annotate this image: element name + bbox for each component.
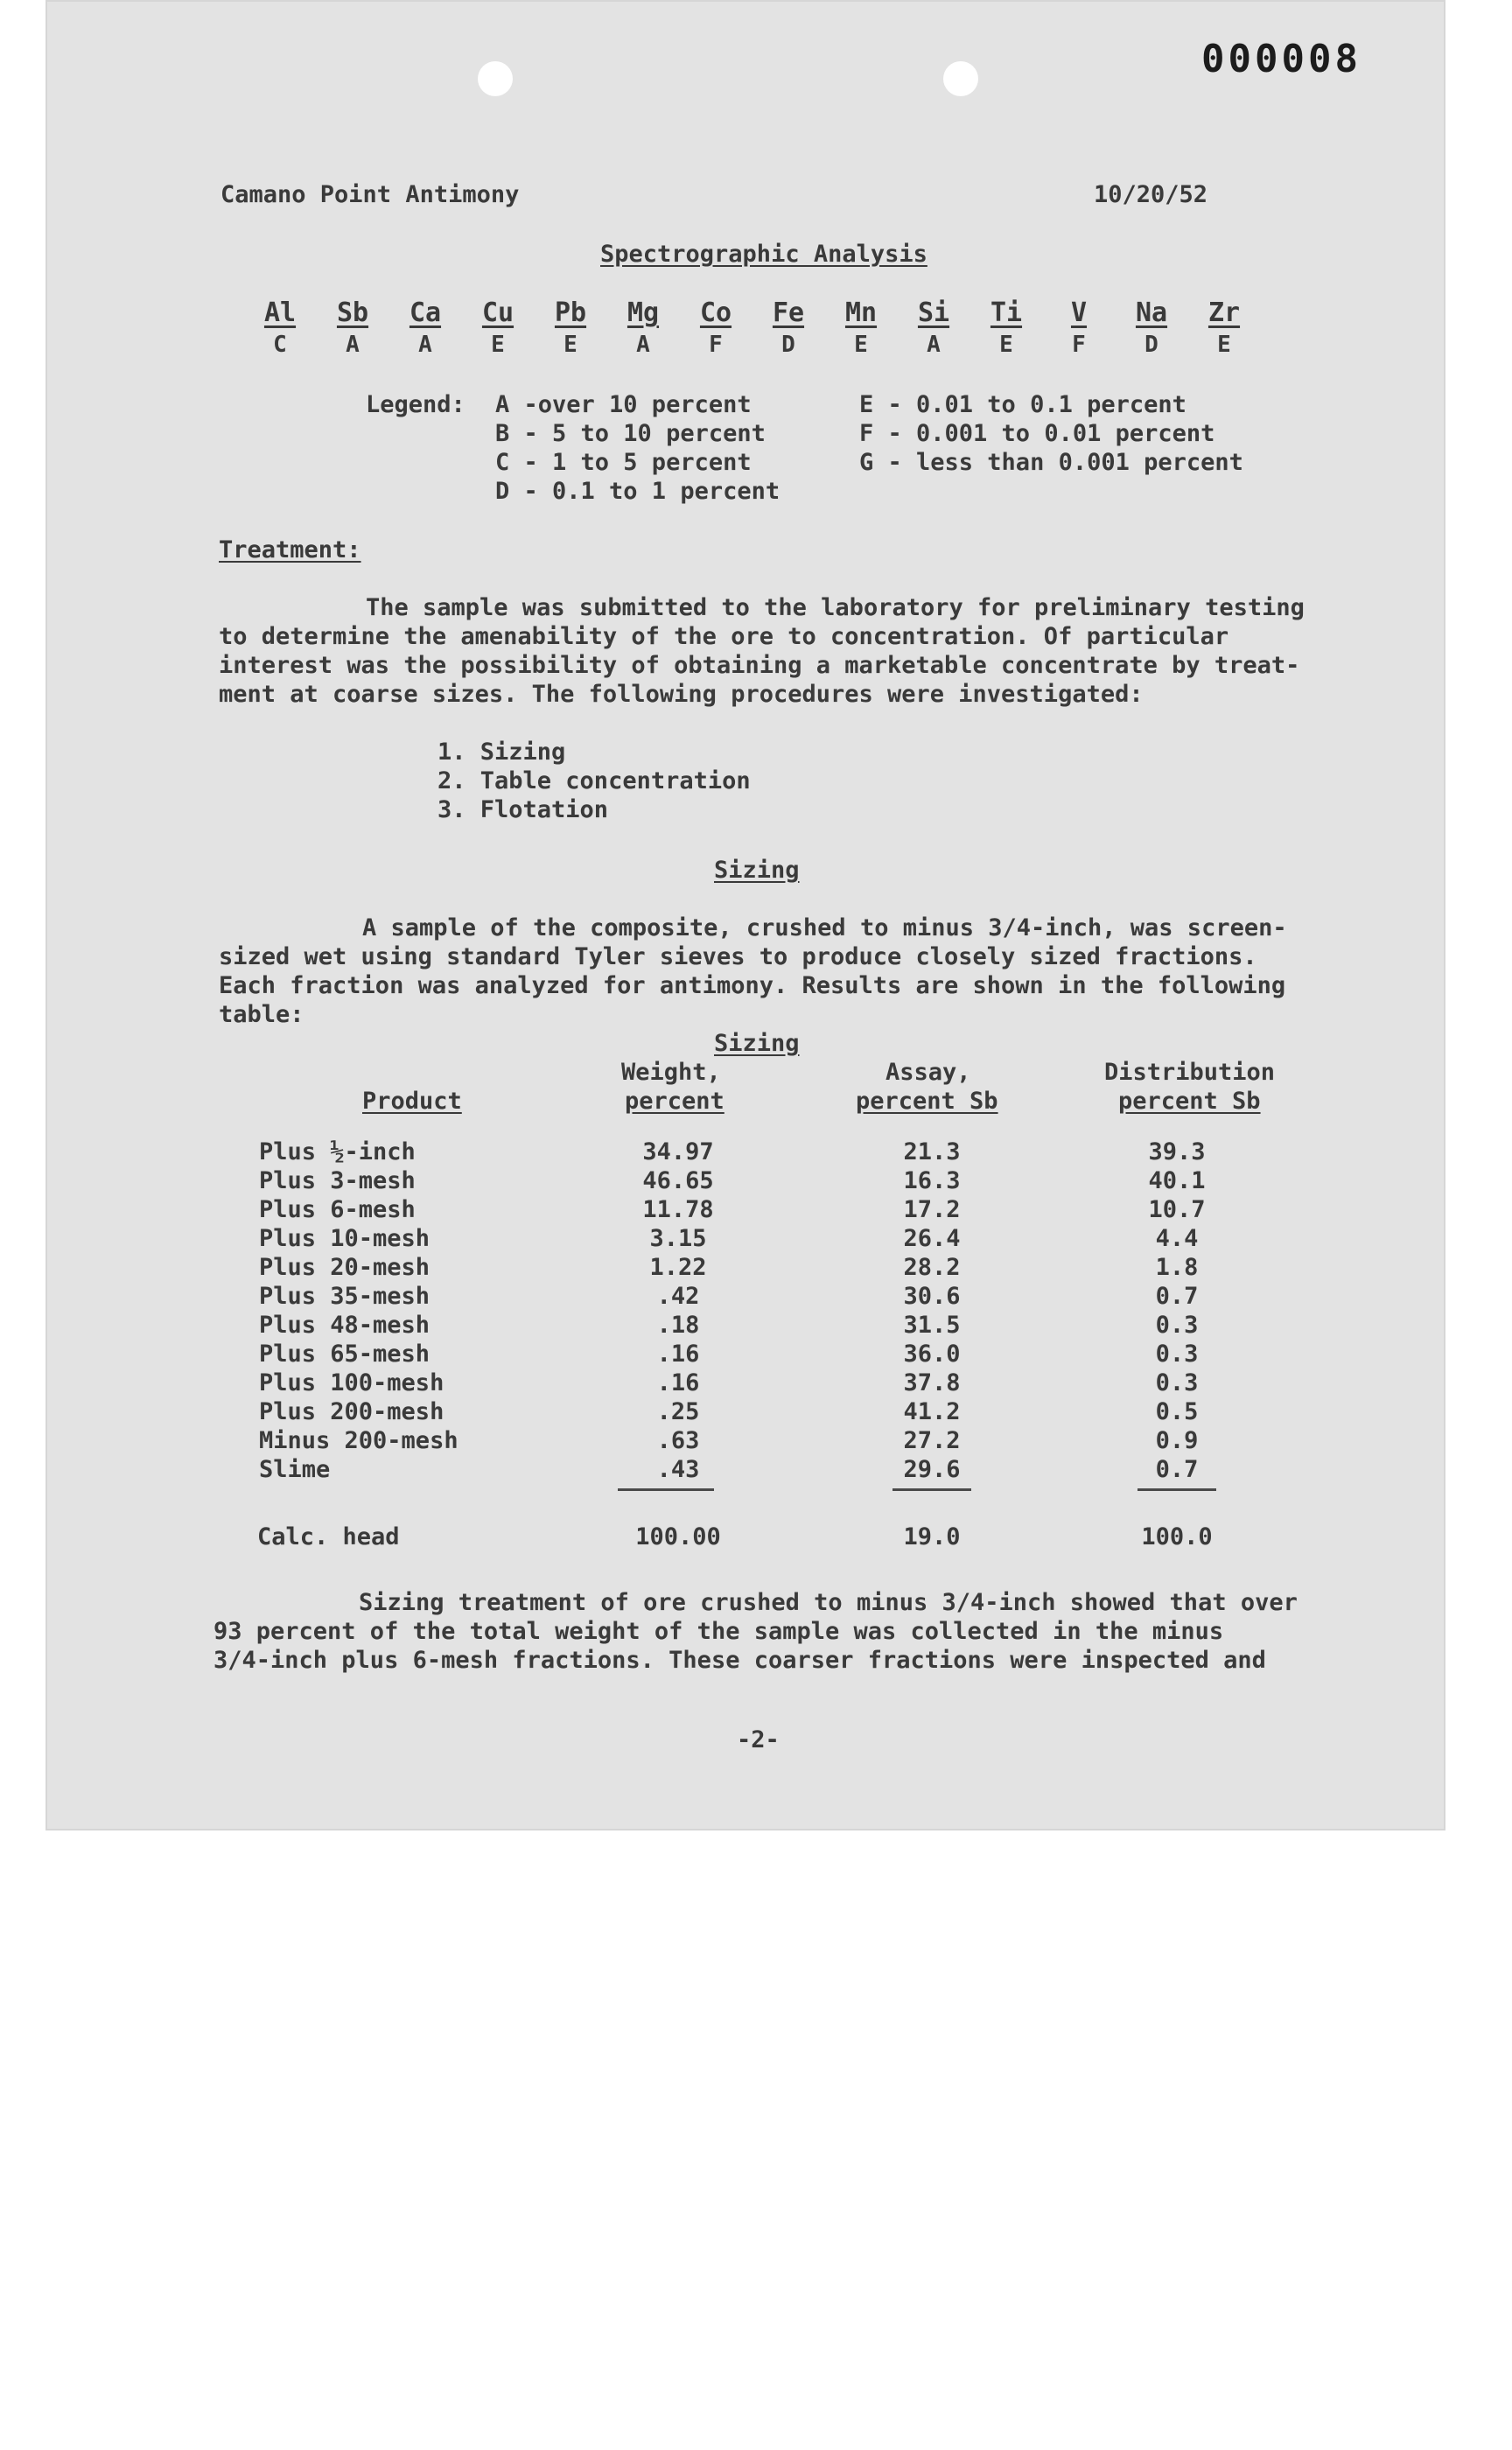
table-cell-weight: 11.78 [642,1196,714,1223]
element-co: Co F [699,298,732,358]
legend-item: E - 0.01 to 0.1 percent [859,391,1186,418]
element-ti: Ti E [990,298,1023,358]
legend-label: Legend: [366,391,466,418]
table-cell-assay: 16.3 [903,1167,961,1194]
legend-item: F - 0.001 to 0.01 percent [859,420,1215,447]
table-cell-distribution: 0.3 [1155,1369,1199,1396]
total-rule [1138,1488,1216,1491]
element-al: Al C [263,298,297,358]
product-column [259,1138,458,1484]
table-title: Sizing [714,1030,800,1057]
table-cell-product: Plus 3-mesh [259,1167,416,1194]
table-cell-weight: .16 [656,1340,700,1368]
column-header-weight: Weight, [621,1059,721,1086]
element-mn: Mn E [844,298,878,358]
column-header-product: Product [362,1088,462,1115]
treatment-heading: Treatment: [219,536,361,564]
column-header-assay: Assay, [886,1059,971,1086]
table-cell-distribution: 0.3 [1155,1312,1199,1339]
table-cell-assay: 30.6 [903,1283,961,1310]
column-header-distribution: Distribution [1104,1059,1276,1086]
total-weight: 100.00 [635,1523,721,1550]
table-cell-weight: .25 [656,1398,700,1425]
table-cell-assay: 29.6 [903,1456,961,1483]
total-label: Calc. head [257,1523,400,1550]
table-cell-product: Plus 100-mesh [259,1369,444,1396]
distribution-column [1111,1138,1242,1484]
element-v: V F [1070,298,1088,358]
table-cell-weight: .43 [656,1456,700,1483]
table-cell-assay: 36.0 [903,1340,961,1368]
spectro-title: Spectrographic Analysis [600,241,928,268]
total-rule [892,1488,971,1491]
table-cell-assay: 21.3 [903,1138,961,1166]
document-number: 000008 [1201,37,1362,81]
table-cell-product: Slime [259,1456,331,1483]
table-cell-distribution: 0.9 [1155,1427,1199,1454]
paragraph-line: table: [219,1001,304,1028]
table-cell-weight: .42 [656,1283,700,1310]
paragraph-line: ment at coarse sizes. The following procedures were investigated: [219,681,1144,708]
legend-item: C - 1 to 5 percent [495,449,752,476]
table-cell-distribution: 4.4 [1155,1225,1199,1252]
table-cell-weight: .18 [656,1312,700,1339]
paragraph-line: to determine the amenability of the ore to concentration. Of particular [219,623,1229,650]
column-header-distribution-unit: percent Sb [1118,1088,1261,1115]
table-cell-product: Plus 200-mesh [259,1398,444,1425]
element-ca: Ca A [409,298,442,358]
table-cell-product: Plus 65-mesh [259,1340,430,1368]
paragraph-line: The sample was submitted to the laboratory for preliminary testing [366,594,1305,621]
legend-item: A -over 10 percent [495,391,752,418]
weight-column [612,1138,744,1484]
element-sb: Sb A [336,298,369,358]
table-cell-product: Minus 200-mesh [259,1427,458,1454]
table-cell-distribution: 0.5 [1155,1398,1199,1425]
table-cell-assay: 28.2 [903,1254,961,1281]
column-header-assay-unit: percent Sb [856,1088,998,1115]
total-distribution: 100.0 [1141,1523,1213,1550]
procedure-item: 1. Sizing [438,738,566,766]
table-cell-assay: 37.8 [903,1369,961,1396]
table-cell-assay: 41.2 [903,1398,961,1425]
table-cell-distribution: 1.8 [1155,1254,1199,1281]
table-cell-product: Plus 35-mesh [259,1283,430,1310]
table-cell-distribution: 0.3 [1155,1340,1199,1368]
table-cell-weight: 34.97 [642,1138,714,1166]
sizing-heading: Sizing [714,857,800,884]
table-cell-weight: 3.15 [649,1225,707,1252]
legend-item: B - 5 to 10 percent [495,420,766,447]
paragraph-line: 3/4-inch plus 6-mesh fractions. These coarser fractions were inspected and [214,1647,1266,1674]
element-mg: Mg A [626,298,660,358]
table-cell-assay: 26.4 [903,1225,961,1252]
element-fe: Fe D [772,298,805,358]
table-cell-distribution: 39.3 [1148,1138,1206,1166]
total-assay: 19.0 [903,1523,961,1550]
element-si: Si A [917,298,950,358]
total-rule [618,1488,714,1491]
table-cell-distribution: 0.7 [1155,1456,1199,1483]
paragraph-line: Sizing treatment of ore crushed to minus 3/4-inch showed that over [359,1589,1298,1616]
punch-hole [478,61,513,96]
table-cell-distribution: 40.1 [1148,1167,1206,1194]
element-na: Na D [1135,298,1168,358]
element-pb: Pb E [554,298,587,358]
paragraph-line: interest was the possibility of obtaining a marketable concentrate by treat- [219,652,1300,679]
punch-hole [943,61,978,96]
table-cell-product: Plus ½-inch [259,1138,416,1166]
paragraph-line: sized wet using standard Tyler sieves to produce closely sized fractions. [219,943,1257,970]
paragraph-line: 93 percent of the total weight of the sample was collected in the minus [214,1618,1224,1645]
element-zr: Zr E [1208,298,1241,358]
element-cu: Cu E [481,298,514,358]
table-cell-weight: 46.65 [642,1167,714,1194]
legend-item: D - 0.1 to 1 percent [495,478,780,505]
table-cell-product: Plus 20-mesh [259,1254,430,1281]
legend-item: G - less than 0.001 percent [859,449,1243,476]
assay-column [866,1138,998,1484]
table-cell-distribution: 0.7 [1155,1283,1199,1310]
procedure-item: 3. Flotation [438,796,609,823]
table-cell-product: Plus 6-mesh [259,1196,416,1223]
page-number: -2- [737,1726,780,1754]
column-header-weight-unit: percent [625,1088,724,1115]
table-cell-assay: 27.2 [903,1427,961,1454]
table-cell-weight: 1.22 [649,1254,707,1281]
table-cell-distribution: 10.7 [1148,1196,1206,1223]
paragraph-line: Each fraction was analyzed for antimony. Results are shown in the following [219,972,1286,999]
table-cell-assay: 17.2 [903,1196,961,1223]
table-cell-assay: 31.5 [903,1312,961,1339]
procedure-item: 2. Table concentration [438,767,751,794]
table-cell-product: Plus 48-mesh [259,1312,430,1339]
table-cell-weight: .63 [656,1427,700,1454]
table-cell-weight: .16 [656,1369,700,1396]
project-title: Camano Point Antimony [220,181,520,208]
document-date: 10/20/52 [1094,181,1208,208]
paragraph-line: A sample of the composite, crushed to minus 3/4-inch, was screen- [362,914,1287,942]
table-cell-product: Plus 10-mesh [259,1225,430,1252]
